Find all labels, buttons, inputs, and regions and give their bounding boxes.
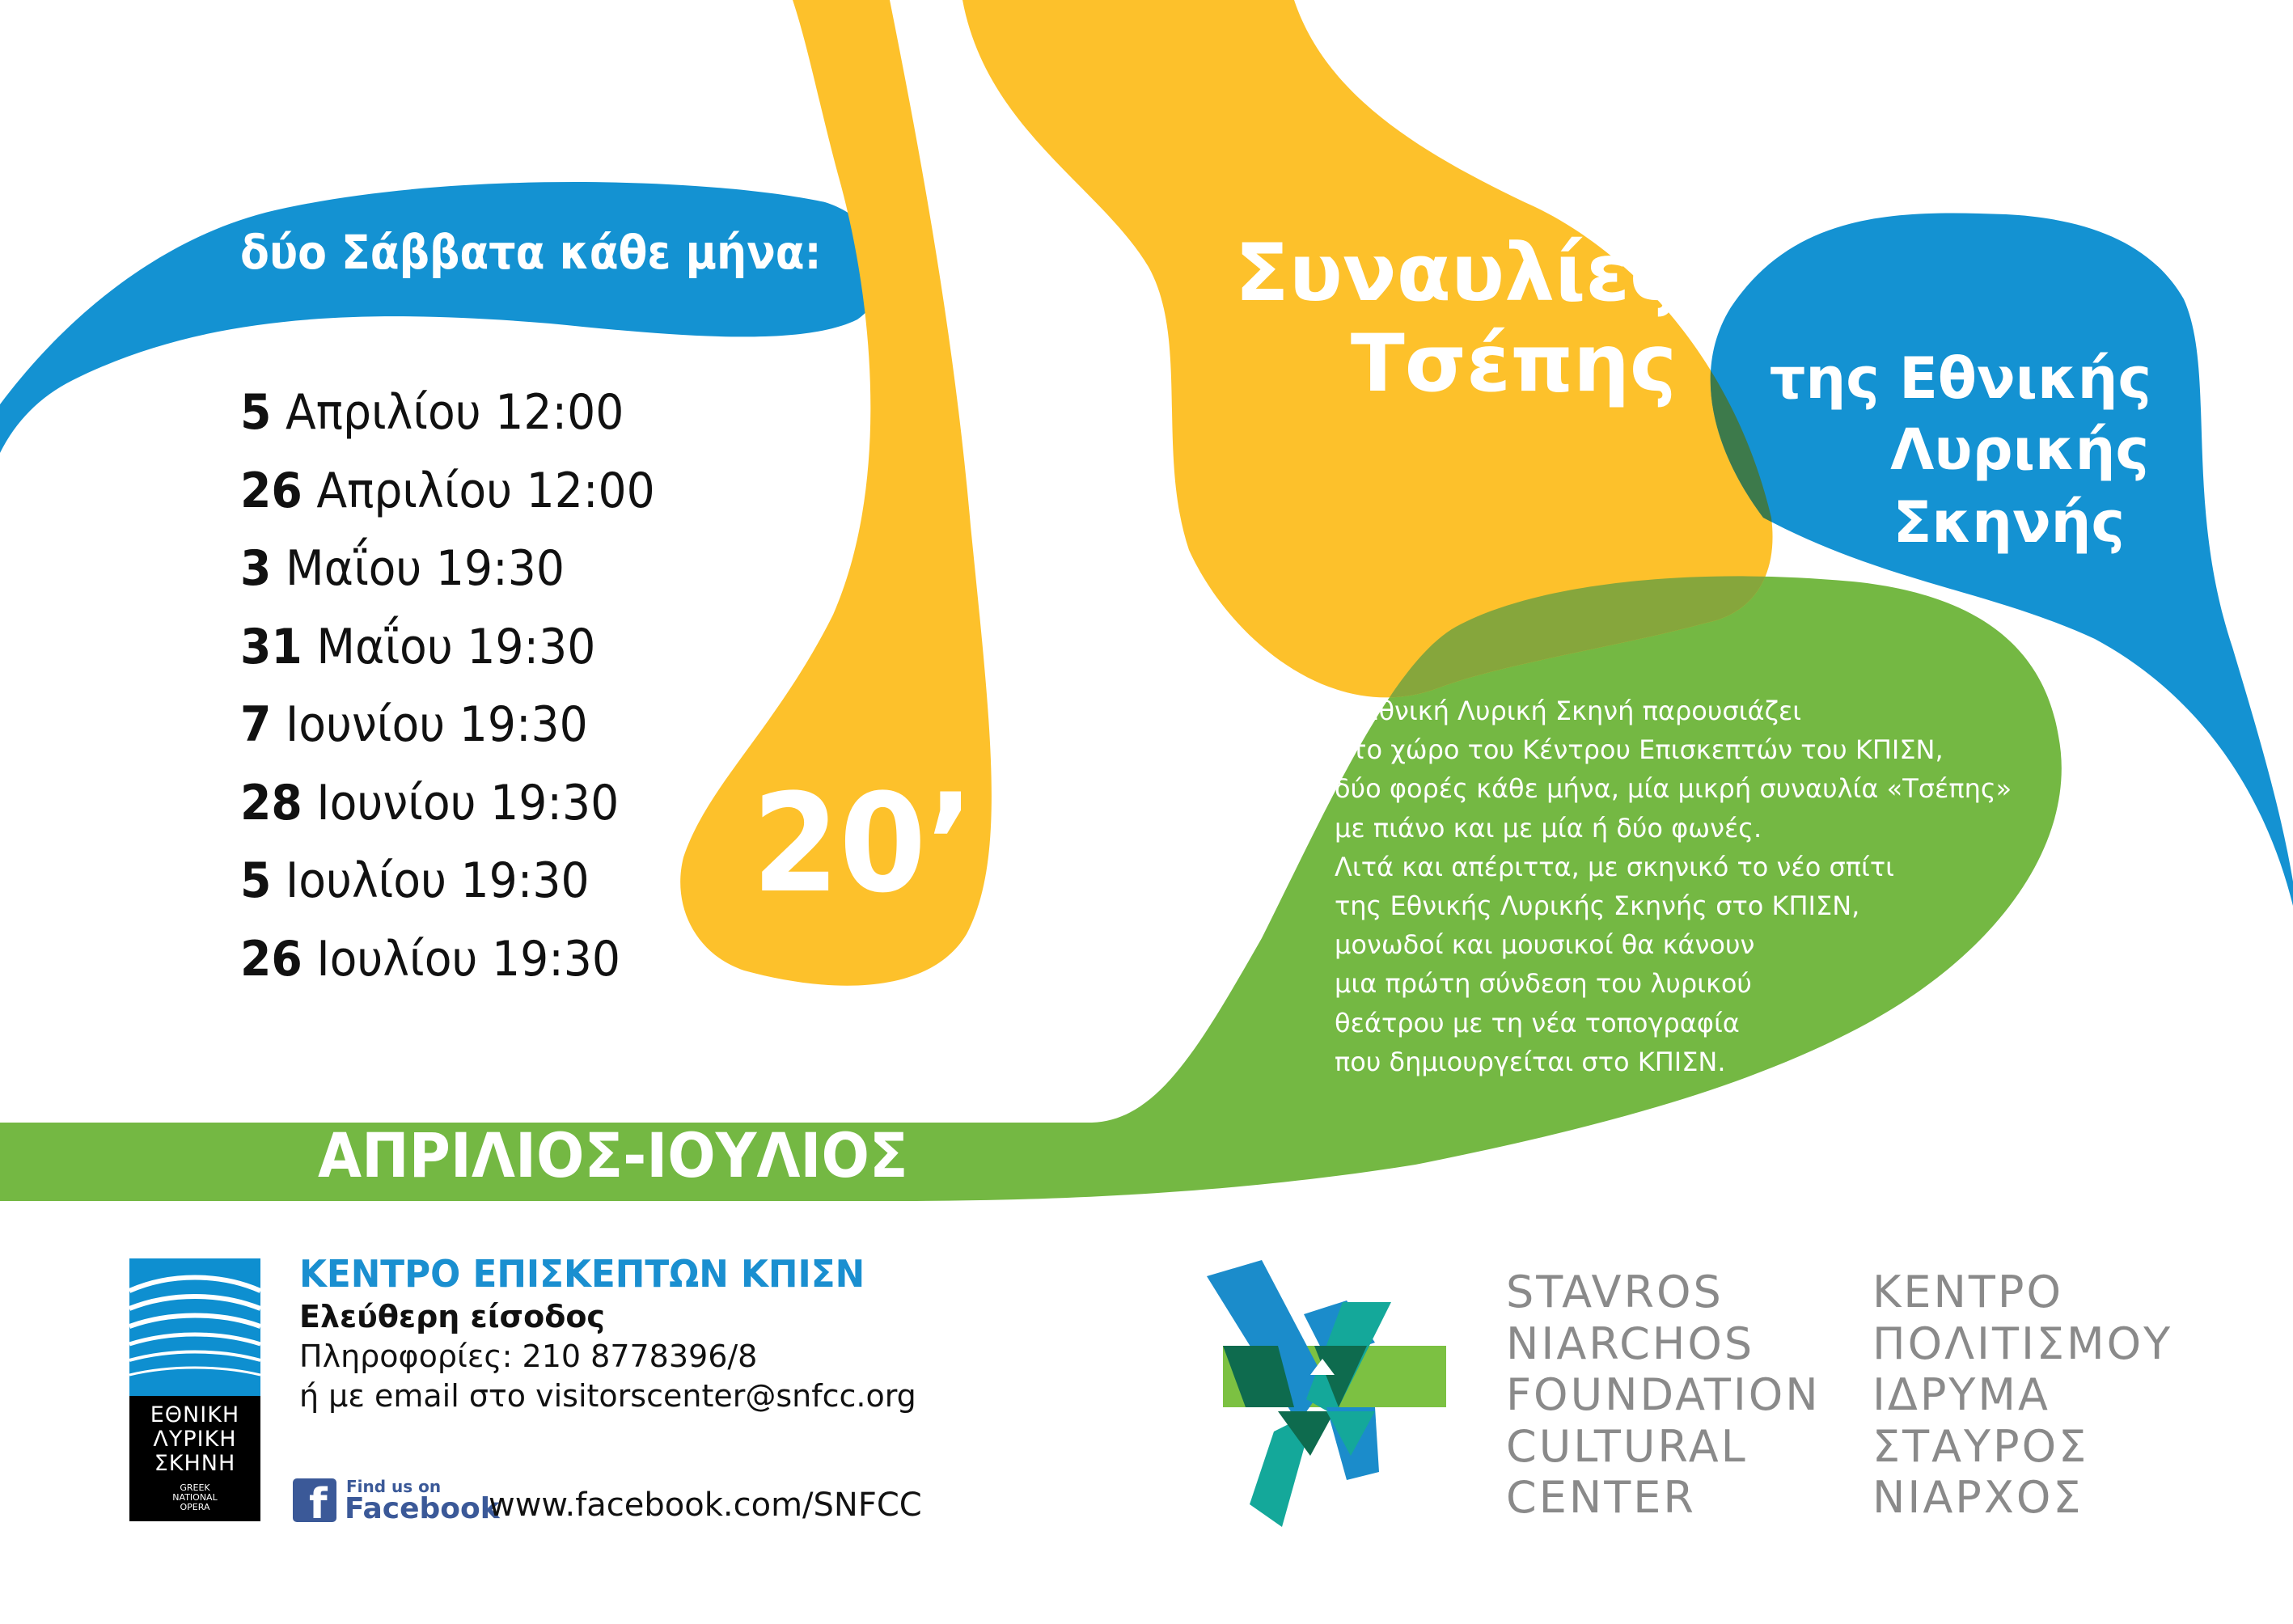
snfcc-en-line: CULTURAL [1506,1420,1748,1472]
snfcc-gr-line: ΚΕΝΤΡΟ [1872,1267,2063,1317]
snfcc-en-line: FOUNDATION [1506,1369,1821,1420]
subtitle-line-2: Λυρικής [1890,417,2149,483]
title-line-2: Τσέπης [1350,318,1677,410]
snfcc-gr-line: ΙΔΡΥΜΑ [1872,1369,2050,1420]
snfcc-gr-line: ΣΤΑΥΡΟΣ [1872,1420,2089,1472]
description-line: της Εθνικής Λυρικής Σκηνής στο ΚΠΙΣΝ, [1335,890,1860,922]
opera-logo-small-3: OPERA [180,1502,210,1512]
description-line: Η Εθνική Λυρική Σκηνή παρουσιάζει [1335,696,1802,726]
facebook-icon[interactable]: f [293,1478,336,1522]
date-item: 7 Ιουνίου 19:30 [240,696,588,753]
date-item: 28 Ιουνίου 19:30 [240,774,620,831]
snfcc-en-line: NIARCHOS [1506,1317,1755,1369]
free-entry: Ελεύθερη είσοδος [299,1299,605,1334]
description-line: μονωδοί και μουσικοί θα κάνουν [1335,929,1755,961]
snfcc-gr-line: ΝΙΑΡΧΟΣ [1872,1472,2084,1523]
dates-list [240,374,691,998]
description-line: θεάτρου με τη νέα τοπογραφία [1335,1007,1740,1038]
snfcc-logo-mark [1207,1260,1446,1527]
description-line: που δημιουργείται στο ΚΠΙΣΝ. [1335,1046,1726,1077]
visitor-center-title: ΚΕΝΤΡΟ ΕΠΙΣΚΕΠΤΩΝ ΚΠΙΣΝ [299,1252,865,1296]
snfcc-wordmark-en [1506,1267,1821,1524]
opera-logo-line-2: ΛΥΡΙΚΗ [153,1427,237,1452]
facebook-find-us: Find us on [346,1477,442,1496]
email-info[interactable]: ή με email στο visitorscenter@snfcc.org [299,1378,916,1414]
date-item: 5 Ιουλίου 19:30 [240,852,590,909]
schedule-heading: δύο Σάββατα κάθε μήνα: [240,225,822,280]
opera-logo-small-2: NATIONAL [172,1492,218,1503]
description-line: δύο φορές κάθε μήνα, μία μικρή συναυλία «Τσέπης» [1335,773,2012,805]
phone-info: Πληροφορίες: 210 8778396/8 [299,1339,758,1374]
opera-logo-small-1: GREEK [180,1482,210,1493]
snfcc-en-line: STAVROS [1506,1267,1724,1317]
date-item: 26 Ιουλίου 19:30 [240,930,621,988]
facebook-url-link[interactable]: www.facebook.com/SNFCC [489,1487,922,1524]
description [1335,691,2012,1081]
description-line: με πιάνο και με μία ή δύο φωνές. [1335,812,1762,844]
description-line: στο χώρο του Κέντρου Επισκεπτών του ΚΠΙΣΝ, [1335,734,1944,766]
facebook-wordmark: Facebook [345,1492,500,1525]
date-item: 31 Μαΐου 19:30 [240,618,596,675]
snfcc-gr-line: ΠΟΛΙΤΙΣΜΟΥ [1872,1317,2173,1369]
snfcc-wordmark-gr [1872,1267,2172,1524]
opera-logo-emblem [129,1258,260,1396]
opera-logo-line-1: ΕΘΝΙΚΗ [150,1402,240,1427]
title-line-1: Συναυλίες [1234,227,1677,319]
description-line: Λιτά και απέριττα, με σκηνικό το νέο σπίτι [1335,851,1894,882]
months-banner: ΑΠΡΙΛΙΟΣ-ΙΟΥΛΙΟΣ [318,1119,908,1191]
duration-label: 20’ [752,764,974,923]
opera-logo-line-3: ΣΚΗΝΗ [154,1451,236,1476]
date-item: 26 Απριλίου 12:00 [240,462,655,519]
subtitle-line-1: της Εθνικής [1769,345,2151,412]
subtitle-line-3: Σκηνής [1893,489,2125,556]
date-item: 5 Απριλίου 12:00 [240,384,624,441]
description-line: μια πρώτη σύνδεση του λυρικού [1335,968,1752,1000]
opera-logo [129,1258,260,1521]
date-item: 3 Μαΐου 19:30 [240,540,565,597]
snfcc-en-line: CENTER [1506,1472,1696,1523]
